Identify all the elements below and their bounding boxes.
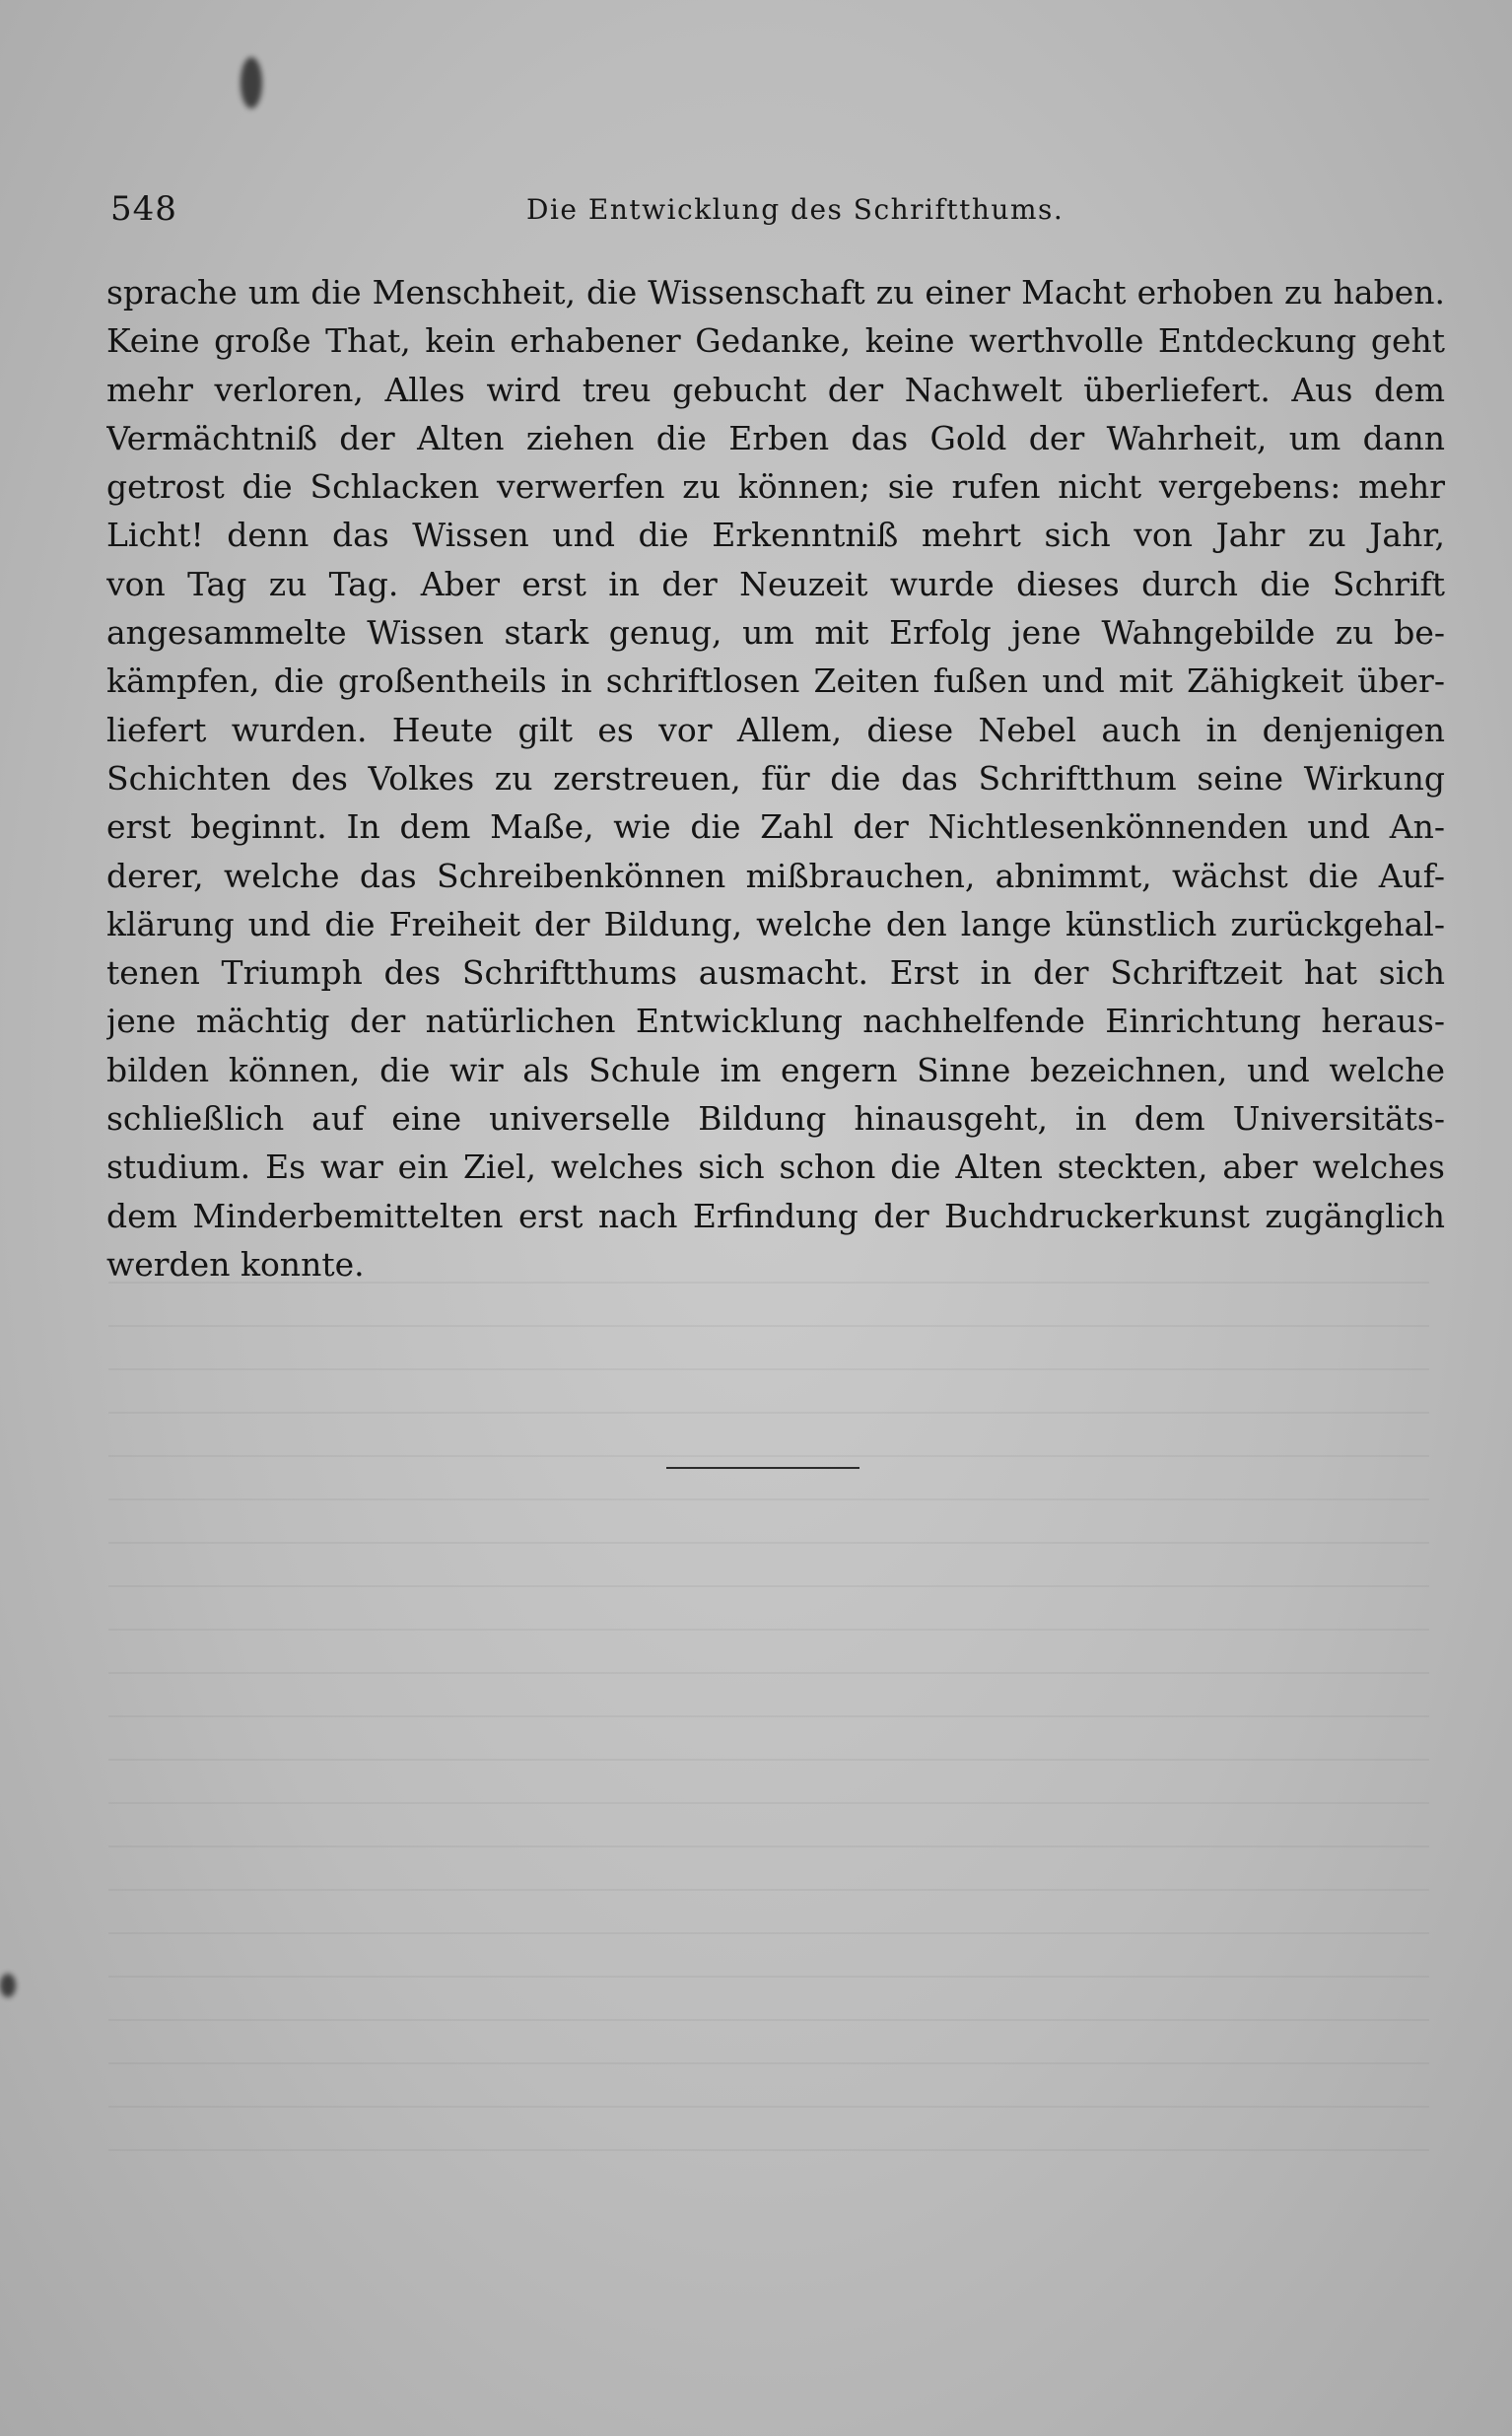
body-paragraph	[106, 268, 1445, 1288]
text-line: von Tag zu Tag. Aber erst in der Neuzeit wurde dieses durch die Schrift	[106, 564, 1445, 603]
text-line: bilden können, die wir als Schule im engern Sinne bezeichnen, und welche	[106, 1050, 1445, 1089]
ink-smudge-left	[0, 1974, 16, 1997]
text-line: Licht! denn das Wissen und die Erkenntniß mehrt sich von Jahr zu Jahr,	[106, 516, 1445, 555]
text-line: kämpfen, die großentheils in schriftlosen Zeiten fußen und mit Zähigkeit über-	[106, 661, 1445, 701]
text-line-last: werden konnte.	[106, 1244, 365, 1284]
text-line: Keine große That, kein erhabener Gedanke, keine werthvolle Entdeckung geht	[106, 321, 1445, 361]
text-line: getrost die Schlacken verwerfen zu können; sie rufen nicht vergebens: mehr	[106, 467, 1445, 507]
bleed-through-text	[108, 1282, 1429, 2169]
text-line: dem Minderbemittelten erst nach Erfindung der Buchdruckerkunst zugänglich	[106, 1196, 1445, 1235]
page-header	[110, 189, 1443, 239]
text-line: tenen Triumph des Schriftthums ausmacht. Erst in der Schriftzeit hat sich	[106, 953, 1445, 993]
text-line: Vermächtniß der Alten ziehen die Erben das Gold der Wahrheit, um dann	[106, 418, 1445, 457]
text-line: derer, welche das Schreibenkönnen mißbrauchen, abnimmt, wächst die Auf-	[106, 856, 1445, 895]
text-line: mehr verloren, Alles wird treu gebucht der Nachwelt überliefert. Aus dem	[106, 370, 1445, 409]
text-line: studium. Es war ein Ziel, welches sich schon die Alten steckten, aber welches	[106, 1148, 1445, 1187]
text-line: klärung und die Freiheit der Bildung, welche den lange künstlich zurückgehal-	[106, 904, 1445, 943]
text-line: erst beginnt. In dem Maße, wie die Zahl der Nichtlesenkönnenden und An-	[106, 807, 1445, 847]
running-head: Die Entwicklung des Schriftthums.	[526, 193, 1065, 226]
page-number: 548	[110, 189, 177, 229]
text-line: sprache um die Menschheit, die Wissenschaft zu einer Macht erhoben zu haben.	[106, 273, 1445, 312]
text-line: Schichten des Volkes zu zerstreuen, für die das Schriftthum seine Wirkung	[106, 758, 1445, 798]
text-line: liefert wurden. Heute gilt es vor Allem, diese Nebel auch in denjenigen	[106, 710, 1445, 749]
text-line: schließlich auf eine universelle Bildung hinausgeht, in dem Universitäts-	[106, 1099, 1445, 1139]
section-end-rule	[666, 1467, 859, 1469]
text-line: angesammelte Wissen stark genug, um mit Erfolg jene Wahngebilde zu be-	[106, 613, 1445, 653]
ink-smudge-top	[241, 57, 262, 108]
text-line: jene mächtig der natürlichen Entwicklung nachhelfende Einrichtung heraus-	[106, 1002, 1445, 1041]
